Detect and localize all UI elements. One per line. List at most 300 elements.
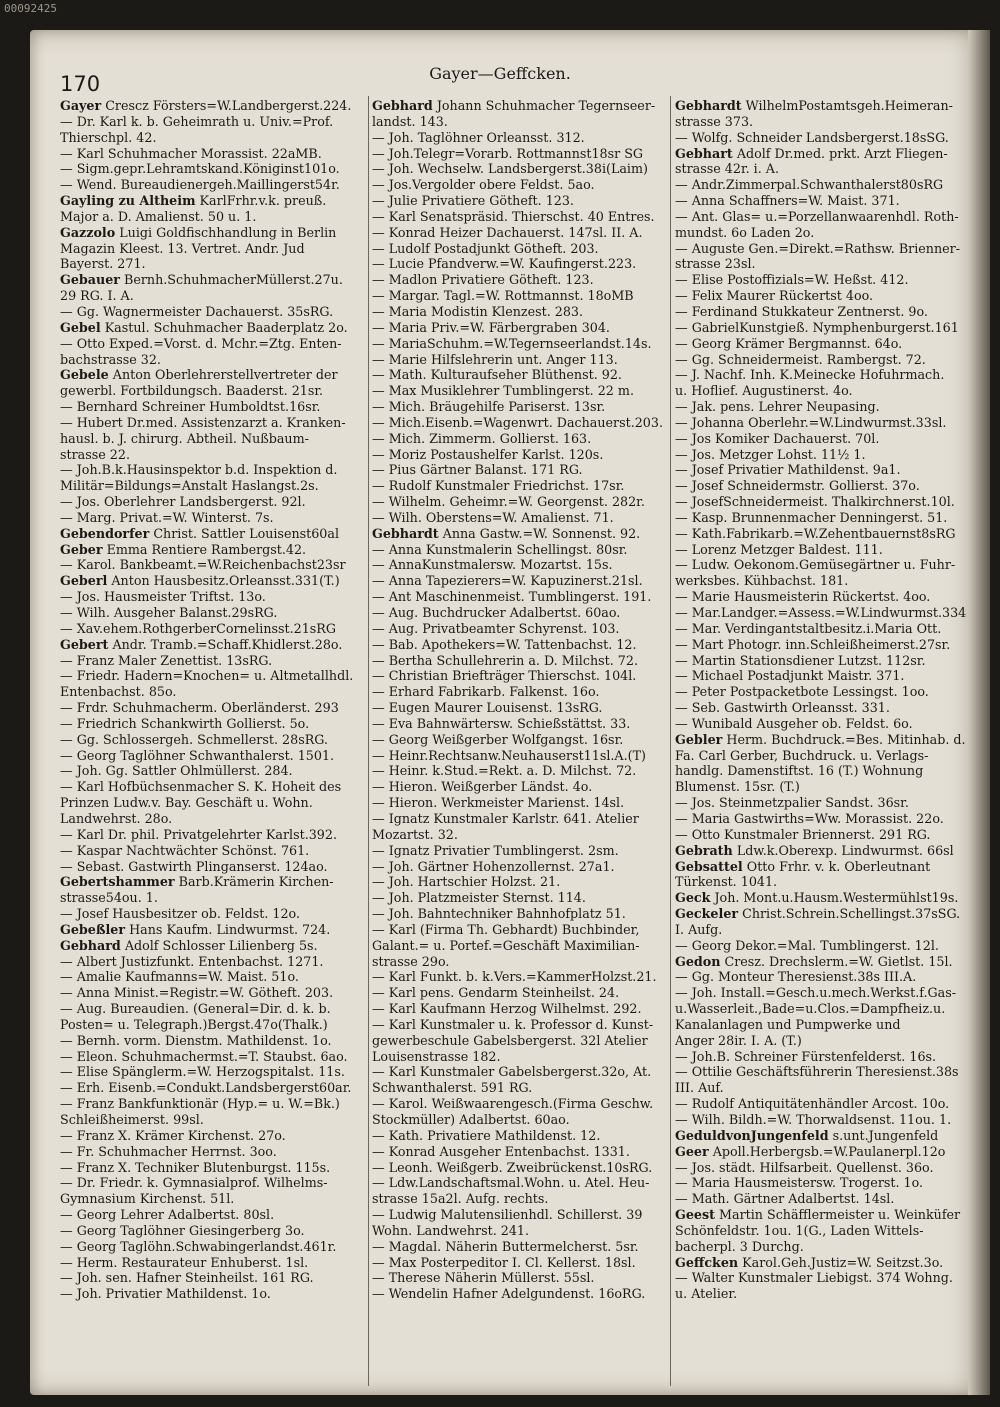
directory-entry — [372, 716, 672, 732]
entry-text: — Aug. Bureaudien. (General=Dir. d. k. b. — [60, 1001, 331, 1017]
entry-text: — Friedr. Hadern=Knochen= u. Altmetallhdl. — [60, 668, 354, 684]
entry-text: strasse 42r. i. A. — [675, 161, 780, 177]
entry-text: Adolf Schlosser Lilienberg 5s. — [120, 937, 318, 953]
directory-entry — [60, 130, 390, 146]
entry-text: — Heinr.Rechtsanw.Neuhauserst11sl.A.(T) — [372, 747, 646, 763]
directory-entry — [675, 1128, 970, 1144]
directory-entry — [372, 193, 672, 209]
running-head: Gayer—Geffcken. — [429, 64, 571, 83]
entry-text: Johann Schuhmacher Tegernseer- — [432, 98, 656, 113]
page-number: 170 — [60, 72, 101, 96]
entry-text: — Jos. Hausmeister Triftst. 13o. — [60, 589, 266, 605]
directory-entry — [675, 241, 970, 257]
directory-entry — [60, 415, 390, 431]
directory-entry — [372, 1239, 672, 1255]
directory-entry — [675, 130, 970, 146]
directory-entry — [60, 256, 390, 272]
entry-text: — Ant Maschinenmeist. Tumblingerst. 191. — [372, 589, 652, 605]
entry-text: — Joh.B. Schreiner Fürstenfelderst. 16s. — [675, 1048, 937, 1064]
directory-entry — [675, 874, 970, 890]
entry-text: — Marie Hausmeisterin Rückertst. 4oo. — [675, 589, 931, 605]
entry-text: — Karl Senatspräsid. Thierschst. 40 Entres. — [372, 208, 655, 224]
directory-entry — [675, 811, 970, 827]
entry-text: — Bernh. vorm. Dienstm. Mathildenst. 1o. — [60, 1032, 332, 1048]
entry-text: — Ldw.Landschaftsmal.Wohn. u. Atel. Heu- — [372, 1175, 650, 1191]
entry-text: — Georg Krämer Bergmannst. 64o. — [675, 335, 903, 351]
directory-entry — [675, 906, 970, 922]
directory-entry — [675, 1270, 970, 1286]
directory-entry — [675, 1112, 970, 1128]
directory-entry — [372, 510, 672, 526]
directory-entry — [372, 954, 672, 970]
entry-text: Anton Hausbesitz.Orleansst.331(T.) — [107, 573, 340, 589]
directory-entry — [60, 526, 390, 542]
directory-entry — [372, 1017, 672, 1033]
entry-text: — Karl Hofbüchsenmacher S. K. Hoheit des — [60, 779, 342, 795]
entry-text: — Marie Hilfslehrerin unt. Anger 113. — [372, 351, 618, 367]
directory-entry — [372, 478, 672, 494]
directory-entry — [675, 763, 970, 779]
directory-entry — [60, 478, 390, 494]
directory-entry — [372, 653, 672, 669]
directory-entry — [372, 1033, 672, 1049]
page-gutter-edge — [968, 30, 990, 1395]
entry-text: Christ.Schrein.Schellingst.37sSG. — [738, 906, 961, 922]
directory-entry — [60, 763, 390, 779]
directory-entry — [372, 700, 672, 716]
directory-entry — [675, 1223, 970, 1239]
entry-text: — Aug. Buchdrucker Adalbertst. 60ao. — [372, 605, 621, 620]
entry-text: — Bab. Apothekers=W. Tattenbachst. 12. — [372, 636, 637, 652]
directory-entry — [675, 542, 970, 558]
entry-text: Schleißheimerst. 99sl. — [60, 1112, 204, 1127]
directory-entry — [372, 1255, 672, 1271]
directory-entry — [60, 510, 390, 526]
directory-entry — [675, 653, 970, 669]
surname-heading: Gayling zu Altheim — [60, 193, 196, 209]
directory-entry — [372, 573, 672, 589]
entry-text: — Kath.Fabrikarb.=W.Zehentbauernst8sRG — [675, 525, 956, 541]
entry-text: — JosefSchneidermeist. Thalkirchnerst.10l. — [675, 494, 955, 510]
entry-text: — Peter Postpacketbote Lessingst. 1oo. — [675, 684, 929, 700]
directory-entry — [372, 605, 672, 621]
directory-entry — [372, 1128, 672, 1144]
directory-entry — [60, 1160, 390, 1176]
directory-entry — [372, 494, 672, 510]
entry-text: — Xav.ehem.RothgerberCornelinsst.21sRG — [60, 620, 336, 636]
directory-entry — [675, 510, 970, 526]
directory-entry — [372, 1191, 672, 1207]
entry-text: — Kasp. Brunnenmacher Denningerst. 51. — [675, 509, 948, 525]
entry-text: — Heinr. k.Stud.=Rekt. a. D. Milchst. 72. — [372, 763, 637, 779]
entry-text: — Mart Photogr. inn.Schleißheimerst.27sr. — [675, 636, 951, 652]
surname-heading: Gebsattel — [675, 858, 743, 874]
entry-text: — Magdal. Näherin Buttermelcherst. 5sr. — [372, 1238, 639, 1254]
entry-text: — Eva Bahnwärtersw. Schießstättst. 33. — [372, 715, 631, 731]
directory-entry — [60, 827, 390, 843]
entry-text: — Dr. Karl k. b. Geheimrath u. Univ.=Prof. — [60, 113, 334, 129]
entry-text: Stockmüller) Adalbertst. 60ao. — [372, 1112, 570, 1127]
directory-entry — [675, 177, 970, 193]
entry-text: Louisenstrasse 182. — [372, 1048, 501, 1064]
directory-entry — [372, 811, 672, 827]
entry-text: — Mich. Zimmerm. Gollierst. 163. — [372, 430, 592, 446]
directory-entry — [372, 1270, 672, 1286]
directory-entry — [372, 795, 672, 811]
entry-text: — Franz X. Techniker Blutenburgst. 115s. — [60, 1159, 331, 1175]
entry-text: — Karl pens. Gendarm Steinheilst. 24. — [372, 985, 620, 1001]
entry-text: — Dr. Friedr. k. Gymnasialprof. Wilhelms- — [60, 1175, 328, 1191]
entry-text: Anger 28ir. I. A. (T.) — [675, 1032, 802, 1048]
directory-entry — [372, 859, 672, 875]
directory-entry — [675, 161, 970, 177]
entry-text: — Joh.B.k.Hausinspektor b.d. Inspektion d. — [60, 462, 338, 478]
entry-text: — Wilhelm. Geheimr.=W. Georgenst. 282r. — [372, 494, 645, 510]
surname-heading: Gebhardt — [372, 525, 439, 541]
entry-text: — Rudolf Kunstmaler Friedrichst. 17sr. — [372, 478, 625, 494]
directory-entry — [675, 399, 970, 415]
entry-text: — Johanna Oberlehr.=W.Lindwurmst.33sl. — [675, 414, 947, 430]
directory-entry — [60, 272, 390, 288]
entry-text: — Mar.Landger.=Assess.=W.Lindwurmst.334 — [675, 605, 967, 620]
directory-entry — [675, 1286, 970, 1302]
entry-text: — Gg. Schlossergeh. Schmellerst. 28sRG. — [60, 731, 328, 747]
entry-text: — Karl Funkt. b. k.Vers.=KammerHolzst.21. — [372, 969, 657, 985]
entry-text: — Georg Dekor.=Mal. Tumblingerst. 12l. — [675, 937, 939, 953]
directory-entry — [372, 732, 672, 748]
entry-text: — Ferdinand Stukkateur Zentnerst. 9o. — [675, 303, 928, 319]
entry-text: — Jos. Oberlehrer Landsbergerst. 92l. — [60, 494, 306, 510]
directory-entry — [372, 177, 672, 193]
directory-entry — [60, 653, 390, 669]
entry-text: — Maria Hausmeistersw. Trogerst. 1o. — [675, 1175, 924, 1191]
entry-text: strasse 29o. — [372, 953, 450, 969]
entry-text: — AnnaKunstmalersw. Mozartst. 15s. — [372, 557, 613, 573]
directory-entry — [675, 969, 970, 985]
directory-entry — [675, 732, 970, 748]
entry-text: Karol.Geh.Justiz=W. Seitzst.3o. — [738, 1254, 944, 1270]
directory-column-right — [675, 98, 970, 1302]
entry-text: — Wunibald Ausgeher ob. Feldst. 6o. — [675, 715, 913, 731]
entry-text: — Ludolf Postadjunkt Götheft. 203. — [372, 240, 599, 256]
directory-entry — [60, 114, 390, 130]
directory-entry — [372, 827, 672, 843]
directory-entry — [372, 1207, 672, 1223]
entry-text: Bayerst. 271. — [60, 256, 146, 272]
surname-heading: Gazzolo — [60, 224, 116, 240]
directory-entry — [675, 1160, 970, 1176]
entry-text: Cresz. Drechslerm.=W. Gietlst. 15l. — [720, 953, 953, 969]
entry-text: — Joh. Privatier Mathildenst. 1o. — [60, 1286, 271, 1302]
directory-entry — [60, 1223, 390, 1239]
entry-text: — Andr.Zimmerpal.Schwanthalerst80sRG — [675, 177, 944, 193]
entry-text: — Kaspar Nachtwächter Schönst. 761. — [60, 842, 310, 858]
entry-text: Luigi Goldfischhandlung in Berlin — [115, 224, 337, 240]
directory-entry — [675, 843, 970, 859]
directory-entry — [60, 288, 390, 304]
directory-entry — [60, 304, 390, 320]
entry-text: — Ludwig Malutensilienhdl. Schillerst. 39 — [372, 1207, 643, 1223]
entry-text: hausl. b. J. chirurg. Abtheil. Nußbaum- — [60, 430, 309, 446]
entry-text: strasse 22. — [60, 446, 130, 462]
surname-heading: Gebhart — [675, 145, 733, 161]
directory-entry — [372, 1223, 672, 1239]
directory-entry — [372, 922, 672, 938]
directory-entry — [675, 1255, 970, 1271]
entry-text: — Wolfg. Schneider Landsbergerst.18sSG. — [675, 129, 949, 145]
entry-text: — Pius Gärtner Balanst. 171 RG. — [372, 462, 583, 478]
directory-entry — [60, 954, 390, 970]
directory-entry — [675, 447, 970, 463]
directory-entry — [60, 589, 390, 605]
entry-text: — Marg. Privat.=W. Winterst. 7s. — [60, 509, 274, 525]
surname-heading: Geffcken — [675, 1254, 739, 1270]
entry-text: 29 RG. I. A. — [60, 288, 134, 304]
entry-text: — Otto Exped.=Vorst. d. Mchr.=Ztg. Enten- — [60, 335, 342, 351]
directory-entry — [675, 589, 970, 605]
directory-entry — [372, 1096, 672, 1112]
entry-text: Schönfeldstr. 1ou. 1(G., Laden Wittels- — [675, 1222, 924, 1238]
directory-entry — [372, 272, 672, 288]
directory-entry — [675, 684, 970, 700]
directory-entry — [60, 843, 390, 859]
entry-text: — Mar. Verdingantstaltbesitz.i.Maria Ott. — [675, 620, 942, 636]
directory-entry — [60, 557, 390, 573]
directory-entry — [372, 161, 672, 177]
directory-entry — [60, 922, 390, 938]
directory-entry — [675, 256, 970, 272]
directory-entry — [60, 1064, 390, 1080]
directory-entry — [675, 526, 970, 542]
entry-text: strasse 23sl. — [675, 256, 756, 272]
entry-text: — Eugen Maurer Louisenst. 13sRG. — [372, 700, 603, 716]
entry-text: — Franz X. Krämer Kirchenst. 27o. — [60, 1127, 286, 1143]
directory-entry — [60, 1207, 390, 1223]
directory-entry — [372, 352, 672, 368]
entry-text: — Joh. Taglöhner Orleansst. 312. — [372, 129, 585, 145]
directory-entry — [372, 985, 672, 1001]
directory-entry — [675, 288, 970, 304]
entry-text: — Georg Taglöhn.Schwabingerlandst.461r. — [60, 1238, 337, 1254]
entry-text: — Friedrich Schankwirth Gollierst. 5o. — [60, 715, 310, 731]
directory-entry — [372, 1286, 672, 1302]
entry-text: Hans Kaufm. Lindwurmst. 724. — [125, 921, 331, 937]
directory-entry — [60, 146, 390, 162]
surname-heading: Gebhard — [372, 98, 433, 113]
directory-entry — [60, 383, 390, 399]
entry-text: — Anna Tapezierers=W. Kapuzinerst.21sl. — [372, 573, 643, 589]
entry-text: Bernh.SchuhmacherMüllerst.27u. — [119, 272, 343, 288]
entry-text: — Moriz Postaushelfer Karlst. 120s. — [372, 446, 604, 462]
directory-entry — [60, 161, 390, 177]
directory-entry — [372, 1112, 672, 1128]
entry-text: Blumenst. 15sr. (T.) — [675, 779, 800, 795]
entry-text: — Joh.Telegr=Vorarb. Rottmannst18sr SG — [372, 145, 644, 161]
surname-heading: Geer — [675, 1143, 709, 1159]
directory-entry — [675, 462, 970, 478]
directory-entry — [675, 605, 970, 621]
directory-entry — [60, 1191, 390, 1207]
entry-text: — Frdr. Schuhmacherm. Oberländerst. 293 — [60, 700, 339, 716]
surname-heading: Geber — [60, 541, 103, 557]
directory-entry — [675, 890, 970, 906]
entry-text: — Elise Spänglerm.=W. Herzogspitalst. 11s. — [60, 1064, 345, 1080]
directory-entry — [372, 1064, 672, 1080]
directory-entry — [675, 1064, 970, 1080]
directory-entry — [372, 1080, 672, 1096]
surname-heading: Gedon — [675, 953, 721, 969]
directory-entry — [675, 383, 970, 399]
directory-entry — [60, 447, 390, 463]
entry-text: — Josef Privatier Mathildenst. 9a1. — [675, 462, 901, 478]
directory-entry — [372, 256, 672, 272]
entry-text: — Anna Minist.=Registr.=W. Götheft. 203. — [60, 985, 334, 1001]
entry-text: — Mich. Bräugehilfe Pariserst. 13sr. — [372, 399, 606, 415]
entry-text: — Ignatz Kunstmaler Karlstr. 641. Atelier — [372, 810, 639, 826]
directory-entry — [60, 1049, 390, 1065]
entry-text: — Karl Dr. phil. Privatgelehrter Karlst.392. — [60, 826, 337, 842]
entry-text: — Auguste Gen.=Direkt.=Rathsw. Brienner- — [675, 240, 960, 256]
entry-text: werksbes. Kühbachst. 181. — [675, 573, 849, 589]
surname-heading: Gebhardt — [675, 98, 742, 113]
directory-entry — [60, 1144, 390, 1160]
entry-text: Major a. D. Amalienst. 50 u. 1. — [60, 208, 257, 224]
surname-heading: Geberl — [60, 573, 108, 589]
directory-entry — [372, 146, 672, 162]
directory-entry — [60, 209, 390, 225]
directory-entry — [675, 146, 970, 162]
directory-entry — [60, 732, 390, 748]
entry-text: Ldw.k.Oberexp. Lindwurmst. 66sl — [732, 842, 954, 858]
directory-entry — [675, 209, 970, 225]
entry-text: u. Atelier. — [675, 1286, 738, 1302]
directory-entry — [372, 1001, 672, 1017]
directory-entry — [60, 1128, 390, 1144]
entry-text: Schwanthalerst. 591 RG. — [372, 1080, 533, 1096]
entry-text: — Karl Schuhmacher Morassist. 22aMB. — [60, 145, 322, 161]
surname-heading: Gebhard — [60, 937, 121, 953]
directory-entry — [675, 621, 970, 637]
directory-entry — [675, 1001, 970, 1017]
entry-text: — Walter Kunstmaler Liebigst. 374 Wohng. — [675, 1270, 953, 1286]
surname-heading: Gayer — [60, 98, 102, 113]
entry-text: Apoll.Herbergsb.=W.Paulanerpl.12o — [708, 1143, 946, 1159]
directory-entry — [372, 843, 672, 859]
entry-text: — Ignatz Privatier Tumblingerst. 2sm. — [372, 842, 619, 858]
entry-text: Andr. Tramb.=Schaff.Khidlerst.28o. — [108, 636, 343, 652]
entry-text: — Max Posterpeditor I. Cl. Kellerst. 18sl. — [372, 1254, 636, 1270]
directory-entry — [372, 447, 672, 463]
entry-text: — Ant. Glas= u.=Porzellanwaarenhdl. Roth- — [675, 208, 959, 224]
directory-entry — [675, 415, 970, 431]
entry-text: — Michael Postadjunkt Maistr. 371. — [675, 668, 905, 684]
entry-text: — Karol. Bankbeamt.=W.Reichenbachst23sr — [60, 557, 346, 573]
directory-entry — [372, 383, 672, 399]
directory-entry — [60, 1096, 390, 1112]
entry-text: — Joh. Wechselw. Landsbergerst.38i(Laim) — [372, 161, 648, 177]
entry-text: — Albert Justizfunkt. Entenbachst. 1271. — [60, 953, 324, 969]
entry-text: — Elise Postoffizials=W. Heßst. 412. — [675, 272, 909, 288]
directory-entry — [60, 795, 390, 811]
entry-text: — Max Musiklehrer Tumblingerst. 22 m. — [372, 383, 634, 399]
entry-text: — Kath. Privatiere Mathildenst. 12. — [372, 1127, 601, 1143]
entry-text: — Math. Kulturaufseher Blüthenst. 92. — [372, 367, 622, 383]
entry-text: Militär=Bildungs=Anstalt Haslangst.2s. — [60, 478, 319, 494]
surname-heading: Gebert — [60, 636, 109, 652]
entry-text: — Karl Kunstmaler u. k. Professor d. Kunst- — [372, 1016, 654, 1032]
entry-text: — Josef Schneidermstr. Gollierst. 37o. — [675, 478, 920, 494]
entry-text: — Wendelin Hafner Adelgundenst. 16oRG. — [372, 1286, 646, 1302]
directory-entry — [60, 399, 390, 415]
directory-entry — [675, 1191, 970, 1207]
directory-entry — [372, 906, 672, 922]
directory-entry — [675, 367, 970, 383]
directory-entry — [372, 241, 672, 257]
entry-text: — Julie Privatiere Götheft. 123. — [372, 193, 574, 209]
entry-text: Türkenst. 1041. — [675, 874, 778, 890]
surname-heading: Geckeler — [675, 906, 739, 922]
entry-text: — MariaSchuhm.=W.Tegernseerlandst.14s. — [372, 335, 652, 351]
surname-heading: Geck — [675, 890, 711, 906]
directory-entry — [372, 1049, 672, 1065]
entry-text: — Joh. Hartschier Holzst. 21. — [372, 874, 561, 890]
directory-entry — [60, 969, 390, 985]
directory-entry — [675, 668, 970, 684]
surname-heading: Gebertshammer — [60, 874, 175, 890]
directory-entry — [60, 367, 390, 383]
directory-entry — [60, 938, 390, 954]
directory-entry — [60, 859, 390, 875]
directory-entry — [675, 922, 970, 938]
directory-entry — [675, 1175, 970, 1191]
entry-text: — Maria Modistin Klenzest. 283. — [372, 303, 584, 319]
entry-text: — Anna Schaffners=W. Maist. 371. — [675, 193, 900, 209]
entry-text: — Maria Priv.=W. Färbergraben 304. — [372, 319, 610, 335]
entry-text: WilhelmPostamtsgeh.Heimeran- — [741, 98, 953, 113]
directory-entry — [60, 605, 390, 621]
entry-text: — Konrad Heizer Dachauerst. 147sl. II. A. — [372, 224, 643, 240]
directory-entry — [675, 779, 970, 795]
entry-text: — Seb. Gastwirth Orleansst. 331. — [675, 700, 890, 716]
entry-text: — Otto Kunstmaler Briennerst. 291 RG. — [675, 826, 931, 842]
directory-entry — [60, 241, 390, 257]
directory-entry — [372, 399, 672, 415]
entry-text: Landwehrst. 28o. — [60, 810, 173, 826]
directory-entry — [60, 874, 390, 890]
entry-text: Otto Frhr. v. k. Oberleutnant — [742, 858, 931, 874]
surname-heading: Geest — [675, 1207, 715, 1223]
directory-entry — [675, 573, 970, 589]
entry-text: Anna Gastw.=W. Sonnenst. 92. — [438, 525, 641, 541]
entry-text: Wohn. Landwehrst. 241. — [372, 1222, 530, 1238]
entry-text: — Ludw. Oekonom.Gemüsegärtner u. Fuhr- — [675, 557, 956, 573]
entry-text: — Wilh. Oberstens=W. Amalienst. 71. — [372, 509, 614, 525]
entry-text: Kanalanlagen und Pumpwerke und — [675, 1016, 901, 1032]
directory-entry — [372, 969, 672, 985]
directory-page — [30, 30, 990, 1395]
entry-text: Prinzen Ludw.v. Bay. Geschäft u. Wohn. — [60, 795, 313, 811]
entry-text: — Aug. Privatbeamter Schyrenst. 103. — [372, 620, 620, 636]
entry-text: — Eleon. Schuhmachermst.=T. Staubst. 6ao. — [60, 1048, 348, 1064]
entry-text: Fa. Carl Gerber, Buchdruck. u. Verlags- — [675, 747, 929, 763]
directory-entry — [372, 763, 672, 779]
directory-entry — [60, 811, 390, 827]
entry-text: bacherpl. 3 Durchg. — [675, 1238, 804, 1254]
directory-entry — [372, 130, 672, 146]
entry-text: — Lucie Pfandverw.=W. Kaufingerst.223. — [372, 256, 637, 272]
directory-entry — [675, 748, 970, 764]
entry-text: Christ. Sattler Louisenst60al — [149, 525, 339, 541]
